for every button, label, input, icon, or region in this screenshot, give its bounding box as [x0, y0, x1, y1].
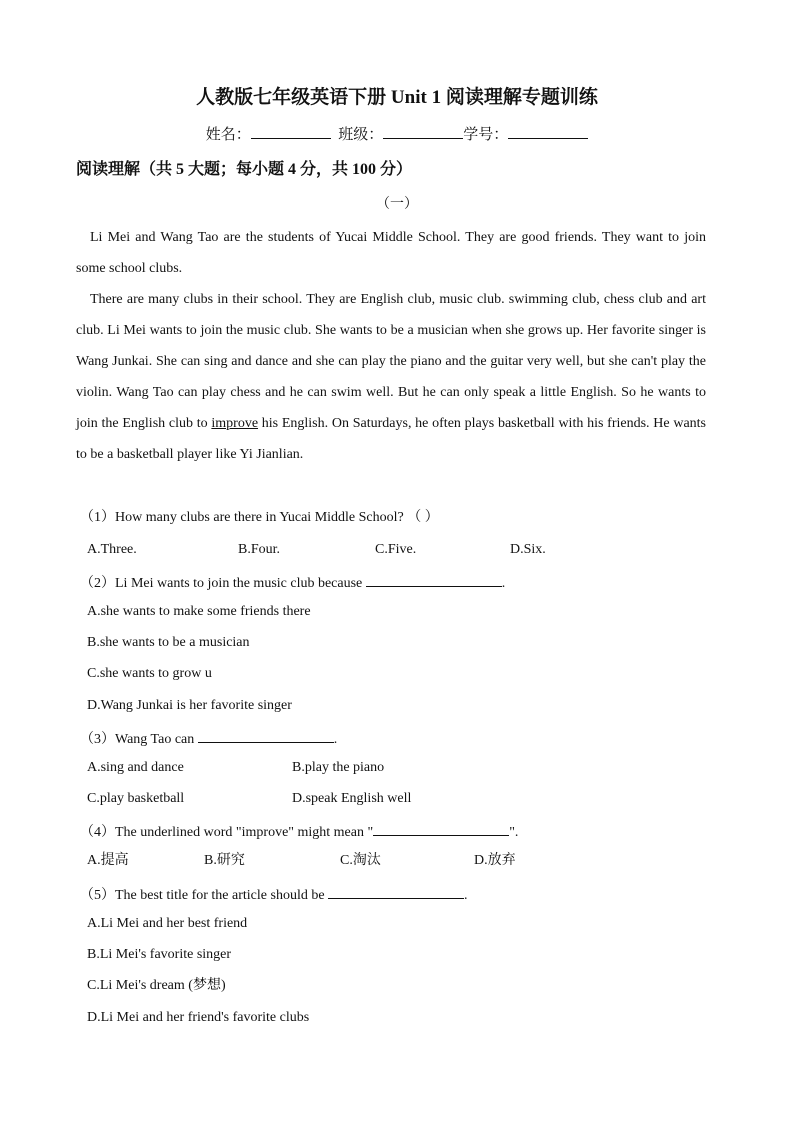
- question-2-option-b[interactable]: B.she wants to be a musician: [87, 635, 250, 650]
- question-3-option-c[interactable]: C.play basketball: [87, 791, 185, 806]
- question-2-option-a[interactable]: A.she wants to make some friends there: [87, 604, 311, 619]
- class-label: 班级：: [338, 127, 384, 143]
- question-3-stem-line: [80, 728, 337, 749]
- id-label: 学号：: [463, 127, 509, 143]
- paragraph-2-part-1: There are many clubs in their school. They are English club, music club. swimming club, chess club and art club. Li Mei wants to join the music club. She wants to be a musician when she grows up. Her favorite singer is Wang Junkai. She can sing and dance and she can play the piano and the guitar very well, but she can't play the violin. Wang Tao can play chess and he can swim well. But he can only speak a little English. So he wants to join the English club to: [76, 292, 706, 431]
- passage-paragraph-1: Li Mei and Wang Tao are the students of Yucai Middle School. They are good friends. They want to join some school clubs.: [76, 230, 706, 276]
- question-4-blank[interactable]: [373, 821, 509, 836]
- question-2-option-c[interactable]: C.she wants to grow u: [87, 666, 212, 681]
- question-4-option-d[interactable]: D.放弃: [474, 853, 516, 868]
- question-5-option-a[interactable]: A.Li Mei and her best friend: [87, 916, 248, 931]
- question-2-option-d[interactable]: D.Wang Junkai is her favorite singer: [87, 698, 292, 713]
- question-2-end: .: [501, 576, 506, 591]
- question-1-option-b[interactable]: B.Four.: [238, 542, 281, 557]
- question-3-end: .: [333, 732, 338, 747]
- question-4-stem: （4）The underlined word "improve" might mean ": [80, 825, 374, 840]
- student-info-row: [0, 124, 794, 145]
- question-5-blank[interactable]: [328, 884, 464, 899]
- underlined-word: improve: [211, 416, 259, 431]
- question-2-stem: （2）Li Mei wants to join the music club because: [80, 576, 366, 591]
- question-1-option-d[interactable]: D.Six.: [510, 542, 546, 557]
- question-3-option-d[interactable]: D.speak English well: [292, 791, 412, 806]
- question-5-end: .: [464, 888, 468, 903]
- passage-paragraph-2: [76, 284, 706, 470]
- question-3-stem: （3）Wang Tao can: [80, 732, 198, 747]
- question-3-option-b[interactable]: B.play the piano: [292, 760, 385, 775]
- id-blank[interactable]: [508, 124, 588, 139]
- question-4-option-a[interactable]: A.提高: [87, 853, 129, 868]
- question-5-stem: （5）The best title for the article should be: [80, 888, 329, 903]
- question-2-stem-line: [80, 572, 505, 593]
- question-3-blank[interactable]: [198, 728, 334, 743]
- question-2-blank[interactable]: [366, 572, 502, 587]
- name-blank[interactable]: [251, 124, 331, 139]
- question-1-option-a[interactable]: A.Three.: [87, 542, 137, 557]
- question-5-option-b[interactable]: B.Li Mei's favorite singer: [87, 947, 232, 962]
- class-blank[interactable]: [383, 124, 463, 139]
- question-1-option-c[interactable]: C.Five.: [375, 542, 417, 557]
- question-5-option-c[interactable]: C.Li Mei's dream (梦想): [87, 978, 226, 993]
- question-4-end: ".: [509, 825, 519, 840]
- question-4-stem-line: [80, 821, 518, 842]
- question-4-option-b[interactable]: B.研究: [204, 853, 245, 868]
- paragraph-2-part-2: his English. On Saturdays, he often plays basketball with his friends. He wants to be a basketball player like Yi Jianlian.: [76, 416, 707, 462]
- question-1-stem: （1）How many clubs are there in Yucai Middle School? （ ）: [80, 510, 439, 525]
- section-heading: 阅读理解（共 5 大题；每小题 4 分，共 100 分）: [76, 161, 413, 178]
- page-title: 人教版七年级英语下册 Unit 1 阅读理解专题训练: [196, 87, 598, 108]
- question-3-option-a[interactable]: A.sing and dance: [87, 760, 184, 775]
- question-5-option-d[interactable]: D.Li Mei and her friend's favorite clubs: [87, 1010, 310, 1025]
- question-5-stem-line: [80, 884, 468, 905]
- name-label: 姓名：: [205, 127, 251, 143]
- question-4-option-c[interactable]: C.淘汰: [340, 853, 381, 868]
- passage-number: （一）: [376, 197, 418, 212]
